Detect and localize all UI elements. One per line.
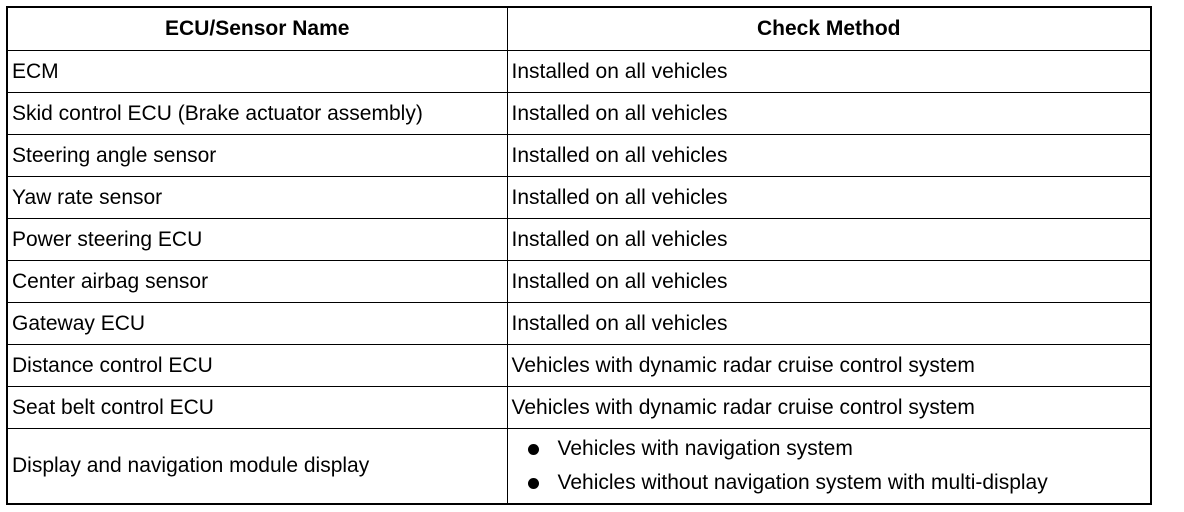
- check-method-cell: Vehicles with dynamic radar cruise control system: [507, 345, 1151, 387]
- check-method-cell: Installed on all vehicles: [507, 219, 1151, 261]
- table-row: [7, 93, 1151, 135]
- ecu-sensor-table: [6, 6, 1152, 505]
- check-method-cell: Installed on all vehicles: [507, 177, 1151, 219]
- header-check-method: Check Method: [507, 7, 1151, 51]
- table-row: [7, 177, 1151, 219]
- ecu-name-cell: Yaw rate sensor: [7, 177, 507, 219]
- ecu-name-cell: Power steering ECU: [7, 219, 507, 261]
- table-row: [7, 387, 1151, 429]
- table-row: [7, 135, 1151, 177]
- check-method-cell: Vehicles with dynamic radar cruise control system: [507, 387, 1151, 429]
- table-header-row: [7, 7, 1151, 51]
- ecu-name-cell: Display and navigation module display: [7, 429, 507, 505]
- check-method-cell: Installed on all vehicles: [507, 93, 1151, 135]
- check-method-cell: Installed on all vehicles: [507, 261, 1151, 303]
- ecu-name-cell: Steering angle sensor: [7, 135, 507, 177]
- ecu-name-cell: Gateway ECU: [7, 303, 507, 345]
- check-method-text: Vehicles with navigation system: [557, 437, 853, 460]
- bullet-icon: [528, 478, 539, 489]
- header-ecu-sensor-name: ECU/Sensor Name: [7, 7, 507, 51]
- table-row: [7, 261, 1151, 303]
- ecu-name-cell: Center airbag sensor: [7, 261, 507, 303]
- table-row: [7, 345, 1151, 387]
- check-method-text: Vehicles without navigation system with multi-display: [557, 471, 1048, 494]
- ecu-name-cell: ECM: [7, 51, 507, 93]
- check-method-cell: Installed on all vehicles: [507, 51, 1151, 93]
- ecu-name-cell: Seat belt control ECU: [7, 387, 507, 429]
- check-method-list: [512, 432, 1147, 500]
- bullet-icon: [528, 444, 539, 455]
- check-method-cell: Installed on all vehicles: [507, 135, 1151, 177]
- ecu-name-cell: Distance control ECU: [7, 345, 507, 387]
- table-row: [7, 219, 1151, 261]
- check-method-cell: [507, 429, 1151, 505]
- list-item: [528, 466, 1147, 500]
- table-row: [7, 51, 1151, 93]
- list-item: [528, 432, 1147, 466]
- ecu-table-container: [6, 6, 1152, 505]
- ecu-name-cell: Skid control ECU (Brake actuator assembly): [7, 93, 507, 135]
- table-row: [7, 429, 1151, 505]
- check-method-cell: Installed on all vehicles: [507, 303, 1151, 345]
- table-row: [7, 303, 1151, 345]
